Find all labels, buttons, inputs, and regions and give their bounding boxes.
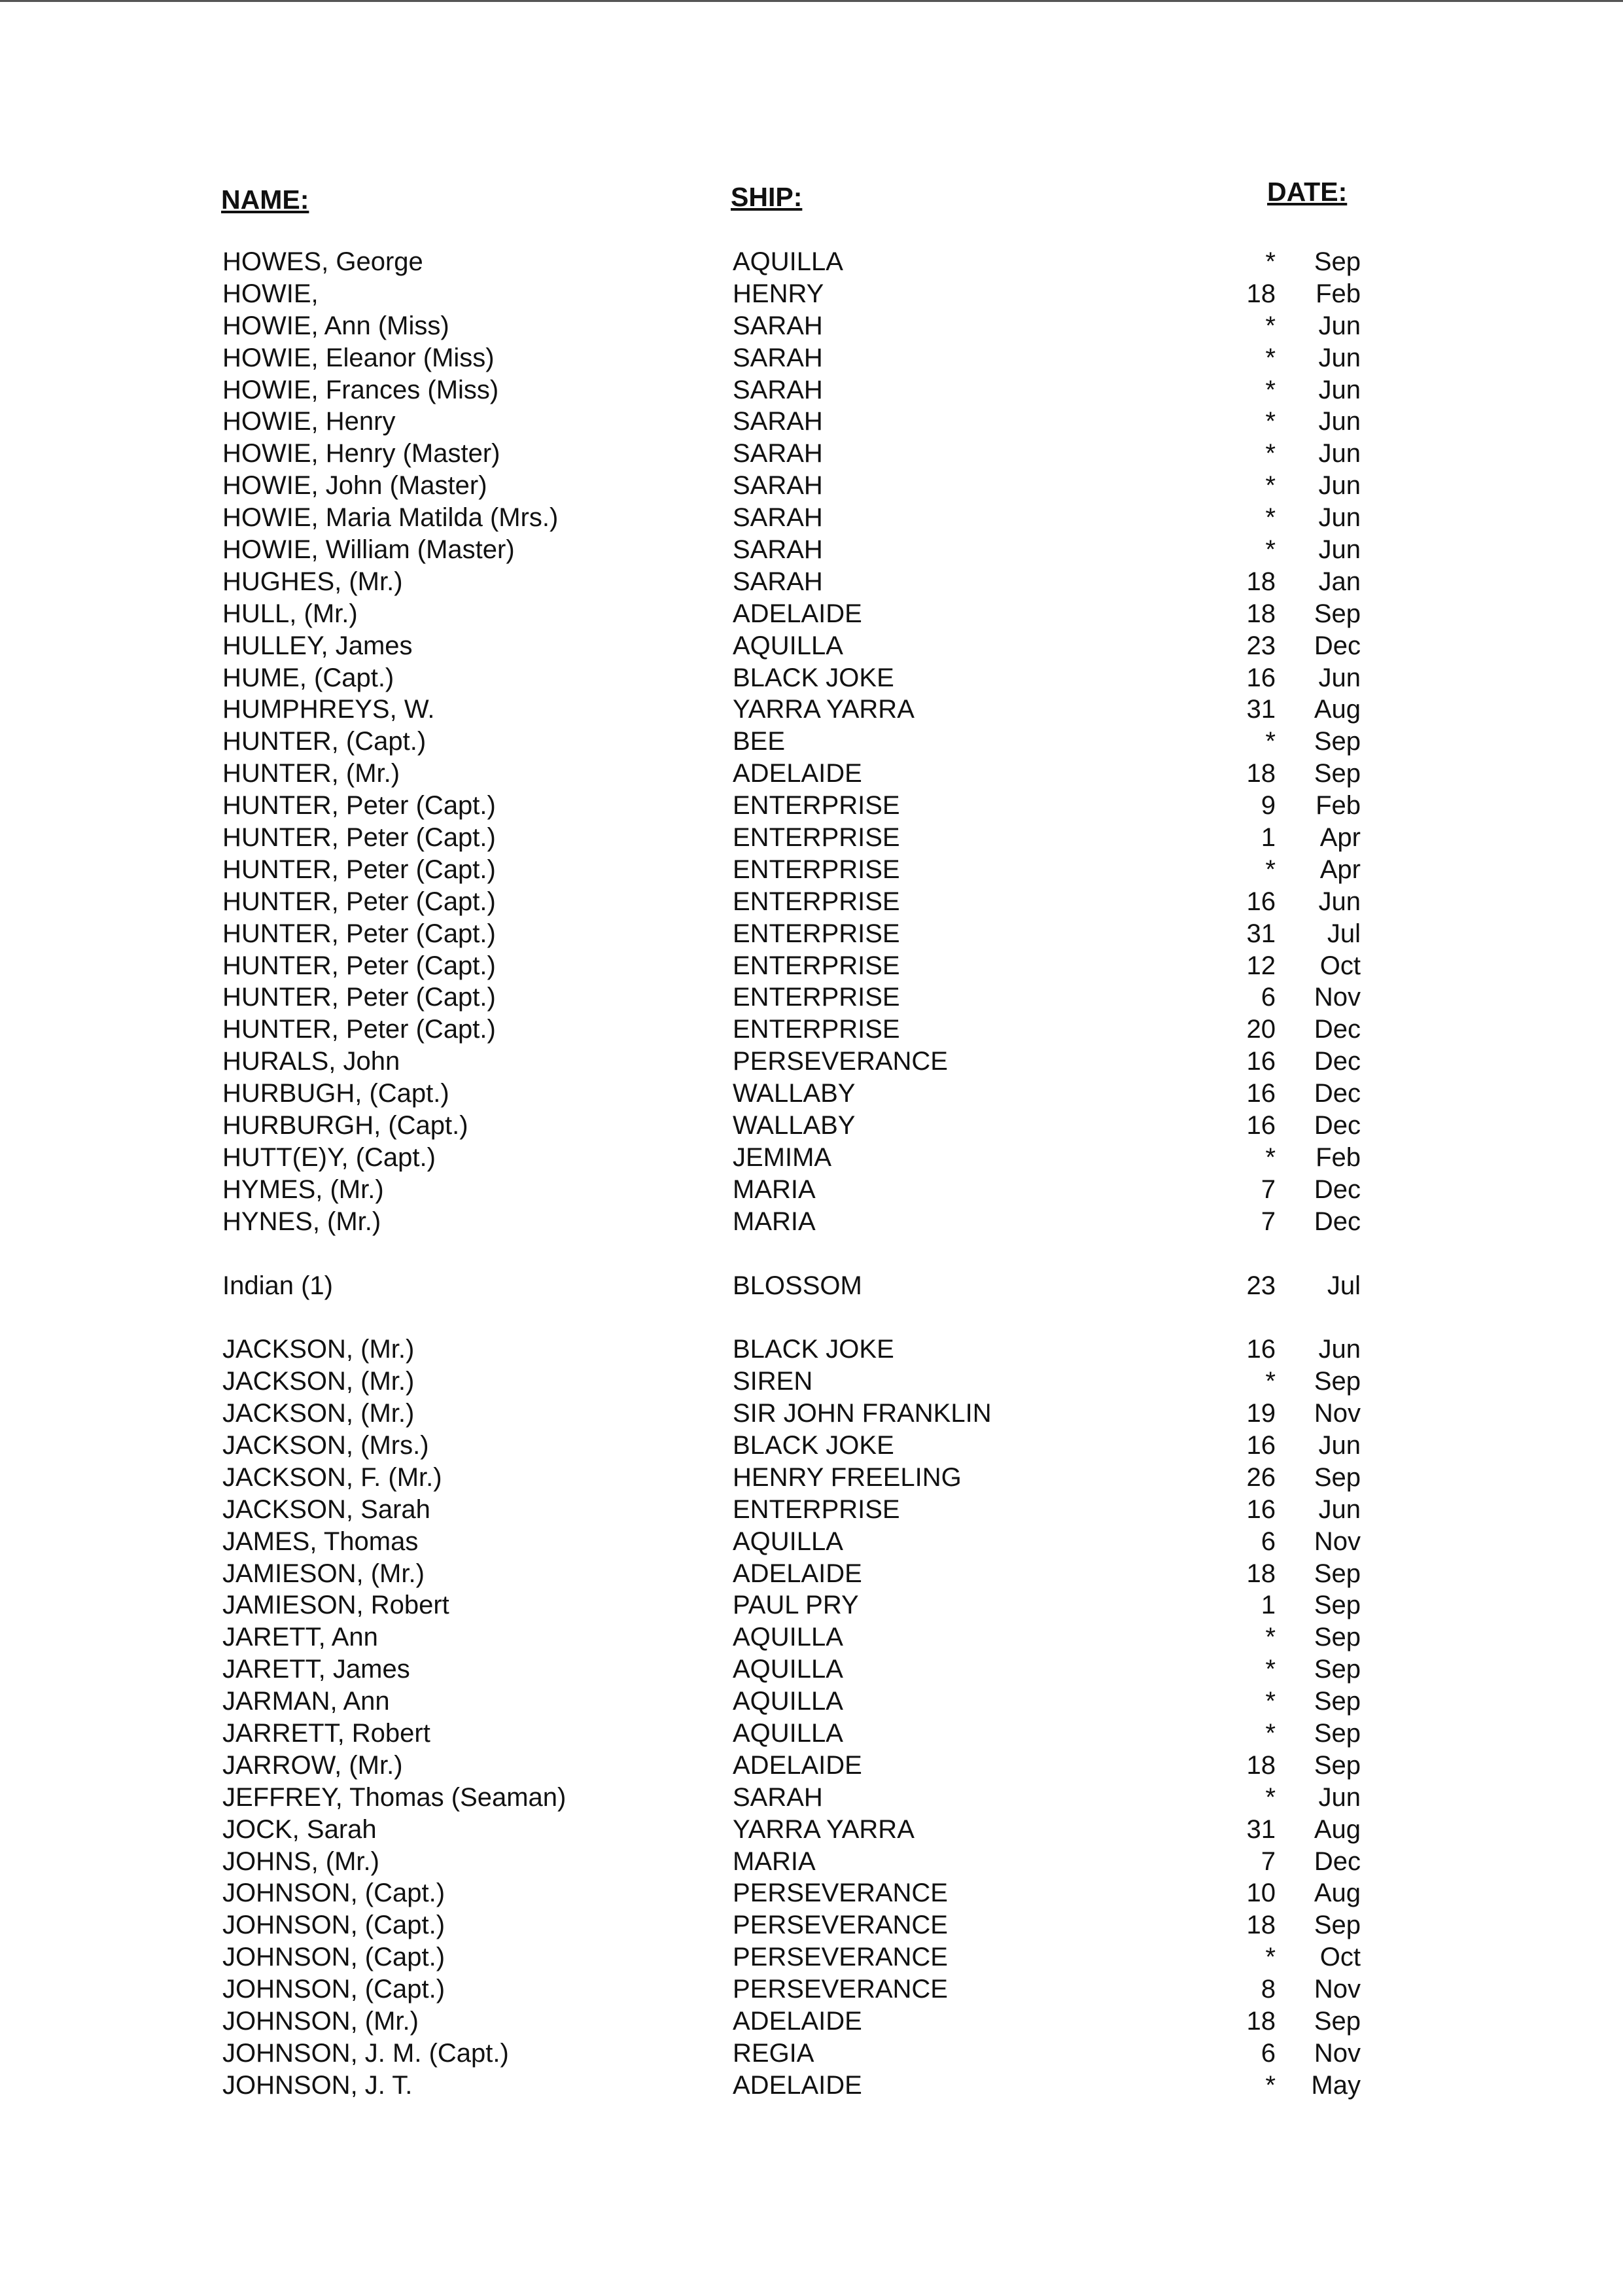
- row-day: *: [1265, 1718, 1276, 1748]
- row-name: HOWIE, Eleanor (Miss): [222, 343, 495, 372]
- list-row: [0, 1814, 1623, 1846]
- row-day: 6: [1261, 983, 1276, 1012]
- row-name: HOWES, George: [222, 247, 423, 276]
- row-day: 8: [1261, 1975, 1276, 2004]
- row-ship: ENTERPRISE: [733, 919, 900, 948]
- row-ship: PERSEVERANCE: [733, 1879, 948, 1908]
- list-row: [0, 1589, 1623, 1621]
- row-ship: AQUILLA: [733, 1623, 843, 1652]
- list-row: [0, 1686, 1623, 1718]
- row-ship: AQUILLA: [733, 1655, 843, 1684]
- row-ship: WALLABY: [733, 1111, 856, 1140]
- row-month: Nov: [1314, 2038, 1361, 2068]
- row-day: 20: [1246, 1015, 1276, 1044]
- row-name: HOWIE, Henry: [222, 407, 396, 436]
- list-row: [0, 1718, 1623, 1750]
- row-day: 18: [1246, 1559, 1276, 1588]
- row-month: Dec: [1314, 1079, 1361, 1108]
- row-month: Jun: [1318, 887, 1361, 916]
- row-name: JAMIESON, (Mr.): [222, 1559, 425, 1588]
- row-ship: ENTERPRISE: [733, 823, 900, 853]
- row-day: 31: [1246, 1814, 1276, 1844]
- list-row: [0, 246, 1623, 278]
- row-name: JACKSON, (Mr.): [222, 1399, 415, 1428]
- row-day: *: [1265, 311, 1276, 340]
- row-day: *: [1265, 727, 1276, 756]
- row-month: Jun: [1318, 1782, 1361, 1812]
- list-row: [0, 1078, 1623, 1110]
- row-name: HUNTER, (Mr.): [222, 759, 400, 788]
- row-month: Jun: [1318, 535, 1361, 565]
- row-name: HUTT(E)Y, (Capt.): [222, 1142, 436, 1172]
- list-row: [0, 1270, 1623, 1302]
- row-ship: ENTERPRISE: [733, 887, 900, 916]
- row-ship: SARAH: [733, 471, 823, 501]
- row-ship: SARAH: [733, 311, 823, 340]
- list-row: [0, 1366, 1623, 1398]
- list-row: [0, 1206, 1623, 1238]
- row-name: JARETT, James: [222, 1655, 410, 1684]
- row-ship: SARAH: [733, 503, 823, 533]
- list-row: [0, 1462, 1623, 1494]
- row-day: *: [1265, 1687, 1276, 1716]
- list-row: [0, 1621, 1623, 1653]
- list-row: [0, 566, 1623, 598]
- list-row: [0, 2038, 1623, 2070]
- row-month: Jun: [1318, 1494, 1361, 1524]
- row-day: 18: [1246, 1911, 1276, 1940]
- list-row: [0, 2005, 1623, 2038]
- row-day: 18: [1246, 279, 1276, 308]
- row-ship: YARRA YARRA: [733, 1814, 915, 1844]
- list-row: [0, 1142, 1623, 1174]
- row-name: HUNTER, Peter (Capt.): [222, 983, 496, 1012]
- row-month: Dec: [1314, 1047, 1361, 1076]
- row-month: Jan: [1318, 567, 1361, 596]
- list-row: [0, 950, 1623, 982]
- row-name: HUGHES, (Mr.): [222, 567, 403, 596]
- row-name: JEFFREY, Thomas (Seaman): [222, 1782, 567, 1812]
- row-month: Nov: [1314, 1399, 1361, 1428]
- row-name: JACKSON, (Mrs.): [222, 1430, 429, 1460]
- row-ship: ADELAIDE: [733, 759, 862, 788]
- list-row: [0, 1430, 1623, 1462]
- row-month: Jun: [1318, 1335, 1361, 1364]
- row-month: Sep: [1314, 599, 1361, 628]
- row-ship: SARAH: [733, 535, 823, 565]
- row-name: JOHNS, (Mr.): [222, 1846, 379, 1876]
- row-day: 7: [1261, 1846, 1276, 1876]
- row-month: Aug: [1314, 1814, 1361, 1844]
- row-month: Sep: [1314, 1750, 1361, 1780]
- row-day: *: [1265, 471, 1276, 501]
- row-day: 18: [1246, 599, 1276, 628]
- row-day: 6: [1261, 1527, 1276, 1556]
- row-month: Apr: [1319, 855, 1361, 884]
- row-ship: PAUL PRY: [733, 1591, 859, 1620]
- row-month: Sep: [1314, 1559, 1361, 1588]
- list-row: [0, 694, 1623, 726]
- list-row: [0, 758, 1623, 790]
- row-name: HURALS, John: [222, 1047, 400, 1076]
- row-name: HOWIE, William (Master): [222, 535, 515, 565]
- list-row: [0, 598, 1623, 630]
- row-name: JAMIESON, Robert: [222, 1591, 449, 1620]
- row-name: JOHNSON, (Capt.): [222, 1911, 445, 1940]
- list-row: [0, 2070, 1623, 2102]
- row-month: Jun: [1318, 471, 1361, 501]
- row-day: *: [1265, 535, 1276, 565]
- list-row: [0, 886, 1623, 918]
- row-name: HURBUGH, (Capt.): [222, 1079, 449, 1108]
- row-name: JACKSON, (Mr.): [222, 1335, 415, 1364]
- list-row: [0, 1333, 1623, 1366]
- row-day: *: [1265, 503, 1276, 533]
- row-name: HULL, (Mr.): [222, 599, 358, 628]
- row-month: Jun: [1318, 311, 1361, 340]
- row-ship: HENRY FREELING: [733, 1462, 962, 1492]
- row-day: *: [1265, 375, 1276, 404]
- row-name: HUNTER, (Capt.): [222, 727, 427, 756]
- row-name: JOHNSON, (Capt.): [222, 1943, 445, 1972]
- row-day: *: [1265, 1943, 1276, 1972]
- row-day: *: [1265, 1782, 1276, 1812]
- list-row: [0, 1846, 1623, 1878]
- list-row: [0, 1110, 1623, 1142]
- row-name: JOHNSON, (Mr.): [222, 2006, 419, 2036]
- row-month: Jul: [1327, 1271, 1361, 1300]
- row-month: Sep: [1314, 1911, 1361, 1940]
- row-name: Indian (1): [222, 1271, 333, 1300]
- row-day: 7: [1261, 1174, 1276, 1204]
- row-month: Dec: [1314, 1207, 1361, 1236]
- row-name: JARETT, Ann: [222, 1623, 378, 1652]
- row-name: HUNTER, Peter (Capt.): [222, 887, 496, 916]
- row-ship: PERSEVERANCE: [733, 1047, 948, 1076]
- list-row: [0, 726, 1623, 758]
- list-row: [0, 822, 1623, 854]
- row-day: 16: [1246, 1494, 1276, 1524]
- row-month: Dec: [1314, 631, 1361, 660]
- row-name: HOWIE, Maria Matilda (Mrs.): [222, 503, 559, 533]
- row-name: JARMAN, Ann: [222, 1687, 390, 1716]
- row-ship: ENTERPRISE: [733, 855, 900, 884]
- row-month: Jun: [1318, 1430, 1361, 1460]
- row-name: HOWIE, Frances (Miss): [222, 375, 499, 404]
- row-month: Jun: [1318, 343, 1361, 372]
- row-day: 10: [1246, 1879, 1276, 1908]
- row-ship: REGIA: [733, 2038, 814, 2068]
- row-ship: SARAH: [733, 407, 823, 436]
- row-ship: BLACK JOKE: [733, 663, 894, 692]
- row-day: *: [1265, 2070, 1276, 2100]
- row-ship: MARIA: [733, 1846, 816, 1876]
- row-day: 16: [1246, 1047, 1276, 1076]
- row-month: Sep: [1314, 1591, 1361, 1620]
- list-row: [0, 1941, 1623, 1973]
- row-ship: MARIA: [733, 1207, 816, 1236]
- row-name: JOHNSON, (Capt.): [222, 1879, 445, 1908]
- row-month: Sep: [1314, 2006, 1361, 2036]
- row-day: *: [1265, 407, 1276, 436]
- row-ship: ENTERPRISE: [733, 951, 900, 980]
- row-ship: BEE: [733, 727, 786, 756]
- group-spacer: [0, 1301, 1623, 1333]
- row-name: HULLEY, James: [222, 631, 413, 660]
- row-day: 16: [1246, 1430, 1276, 1460]
- row-day: 7: [1261, 1207, 1276, 1236]
- row-month: Sep: [1314, 1462, 1361, 1492]
- row-ship: AQUILLA: [733, 1687, 843, 1716]
- list-row: [0, 1750, 1623, 1782]
- row-day: *: [1265, 1655, 1276, 1684]
- row-ship: SARAH: [733, 343, 823, 372]
- row-name: HUNTER, Peter (Capt.): [222, 791, 496, 821]
- row-month: Jun: [1318, 503, 1361, 533]
- row-name: JARRETT, Robert: [222, 1718, 430, 1748]
- row-month: Aug: [1314, 1879, 1361, 1908]
- row-name: JARROW, (Mr.): [222, 1750, 403, 1780]
- row-day: 12: [1246, 951, 1276, 980]
- row-month: Sep: [1314, 759, 1361, 788]
- row-ship: YARRA YARRA: [733, 695, 915, 724]
- list-row: [0, 502, 1623, 534]
- row-name: JOHNSON, (Capt.): [222, 1975, 445, 2004]
- row-name: HUME, (Capt.): [222, 663, 394, 692]
- list-row: [0, 1494, 1623, 1526]
- row-ship: PERSEVERANCE: [733, 1943, 948, 1972]
- row-month: Nov: [1314, 983, 1361, 1012]
- row-month: Sep: [1314, 1718, 1361, 1748]
- list-row: [0, 1973, 1623, 2005]
- row-month: Jun: [1318, 439, 1361, 468]
- row-ship: ENTERPRISE: [733, 1015, 900, 1044]
- row-name: HUNTER, Peter (Capt.): [222, 855, 496, 884]
- list-row: [0, 1877, 1623, 1909]
- row-ship: ENTERPRISE: [733, 1494, 900, 1524]
- list-row: [0, 1046, 1623, 1078]
- row-name: JACKSON, F. (Mr.): [222, 1462, 442, 1492]
- row-day: 31: [1246, 695, 1276, 724]
- row-name: HUNTER, Peter (Capt.): [222, 951, 496, 980]
- row-name: HOWIE, John (Master): [222, 471, 487, 501]
- row-day: *: [1265, 247, 1276, 276]
- row-month: Dec: [1314, 1015, 1361, 1044]
- list-row: [0, 438, 1623, 470]
- row-name: JACKSON, Sarah: [222, 1494, 430, 1524]
- row-month: Jul: [1327, 919, 1361, 948]
- row-month: Sep: [1314, 1687, 1361, 1716]
- group-spacer: [0, 1238, 1623, 1270]
- row-ship: SARAH: [733, 567, 823, 596]
- row-ship: ADELAIDE: [733, 599, 862, 628]
- row-month: Apr: [1319, 823, 1361, 853]
- row-name: HUNTER, Peter (Capt.): [222, 1015, 496, 1044]
- row-day: 19: [1246, 1399, 1276, 1428]
- list-row: [0, 1526, 1623, 1558]
- row-month: Sep: [1314, 1623, 1361, 1652]
- row-name: JOHNSON, J. T.: [222, 2070, 413, 2100]
- list-row: [0, 342, 1623, 374]
- row-day: 1: [1261, 1591, 1276, 1620]
- row-ship: ADELAIDE: [733, 2070, 862, 2100]
- row-month: May: [1311, 2070, 1361, 2100]
- row-ship: AQUILLA: [733, 1527, 843, 1556]
- list-row: [0, 406, 1623, 438]
- row-day: 18: [1246, 567, 1276, 596]
- row-month: Sep: [1314, 1655, 1361, 1684]
- row-ship: ADELAIDE: [733, 1750, 862, 1780]
- column-headers: [0, 177, 1623, 216]
- row-ship: SARAH: [733, 1782, 823, 1812]
- row-name: HOWIE,: [222, 279, 319, 308]
- row-day: *: [1265, 439, 1276, 468]
- row-month: Sep: [1314, 247, 1361, 276]
- row-ship: PERSEVERANCE: [733, 1975, 948, 2004]
- list-row: [0, 374, 1623, 406]
- row-name: HUNTER, Peter (Capt.): [222, 823, 496, 853]
- row-ship: BLACK JOKE: [733, 1335, 894, 1364]
- row-ship: ADELAIDE: [733, 1559, 862, 1588]
- row-name: HYMES, (Mr.): [222, 1174, 384, 1204]
- row-day: 16: [1246, 887, 1276, 916]
- row-day: 18: [1246, 759, 1276, 788]
- row-day: 1: [1261, 823, 1276, 853]
- row-month: Dec: [1314, 1846, 1361, 1876]
- row-name: HYNES, (Mr.): [222, 1207, 381, 1236]
- row-ship: WALLABY: [733, 1079, 856, 1108]
- row-ship: SARAH: [733, 439, 823, 468]
- list-row: [0, 918, 1623, 950]
- list-row: [0, 1014, 1623, 1046]
- list-row: [0, 981, 1623, 1014]
- row-ship: ADELAIDE: [733, 2006, 862, 2036]
- list-row: [0, 790, 1623, 822]
- row-month: Oct: [1319, 951, 1361, 980]
- row-ship: BLACK JOKE: [733, 1430, 894, 1460]
- list-row: [0, 1909, 1623, 1941]
- row-month: Sep: [1314, 1367, 1361, 1396]
- row-month: Nov: [1314, 1975, 1361, 2004]
- row-day: *: [1265, 343, 1276, 372]
- list-row: [0, 470, 1623, 502]
- row-month: Aug: [1314, 695, 1361, 724]
- row-month: Feb: [1316, 1142, 1361, 1172]
- list-row: [0, 1782, 1623, 1814]
- row-ship: SARAH: [733, 375, 823, 404]
- row-day: *: [1265, 1623, 1276, 1652]
- list-row: [0, 310, 1623, 342]
- row-ship: SIR JOHN FRANKLIN: [733, 1399, 992, 1428]
- list-row: [0, 278, 1623, 310]
- row-name: HOWIE, Ann (Miss): [222, 311, 449, 340]
- row-ship: BLOSSOM: [733, 1271, 862, 1300]
- row-day: 18: [1246, 2006, 1276, 2036]
- list-row: [0, 534, 1623, 566]
- row-month: Jun: [1318, 407, 1361, 436]
- row-name: HOWIE, Henry (Master): [222, 439, 500, 468]
- row-name: HUMPHREYS, W.: [222, 695, 435, 724]
- row-month: Jun: [1318, 663, 1361, 692]
- row-name: HUNTER, Peter (Capt.): [222, 919, 496, 948]
- row-day: 31: [1246, 919, 1276, 948]
- row-ship: SIREN: [733, 1367, 813, 1396]
- list-row: [0, 630, 1623, 662]
- row-name: HURBURGH, (Capt.): [222, 1111, 468, 1140]
- row-day: 6: [1261, 2038, 1276, 2068]
- row-month: Sep: [1314, 727, 1361, 756]
- row-ship: HENRY: [733, 279, 824, 308]
- row-day: 23: [1246, 631, 1276, 660]
- row-ship: JEMIMA: [733, 1142, 832, 1172]
- list-row: [0, 1558, 1623, 1590]
- row-month: Jun: [1318, 375, 1361, 404]
- row-ship: ENTERPRISE: [733, 983, 900, 1012]
- list-row: [0, 1174, 1623, 1206]
- row-ship: PERSEVERANCE: [733, 1911, 948, 1940]
- row-day: *: [1265, 1142, 1276, 1172]
- row-month: Feb: [1316, 791, 1361, 821]
- row-day: 16: [1246, 663, 1276, 692]
- row-month: Oct: [1319, 1943, 1361, 1972]
- list-row: [0, 1653, 1623, 1686]
- header-name: NAME:: [221, 185, 309, 215]
- row-name: JAMES, Thomas: [222, 1527, 419, 1556]
- row-month: Dec: [1314, 1174, 1361, 1204]
- row-ship: AQUILLA: [733, 631, 843, 660]
- row-day: 18: [1246, 1750, 1276, 1780]
- row-day: 23: [1246, 1271, 1276, 1300]
- row-ship: AQUILLA: [733, 1718, 843, 1748]
- list-row: [0, 1398, 1623, 1430]
- row-day: *: [1265, 1367, 1276, 1396]
- row-day: 16: [1246, 1111, 1276, 1140]
- row-name: JOCK, Sarah: [222, 1814, 377, 1844]
- row-ship: ENTERPRISE: [733, 791, 900, 821]
- header-date: DATE:: [1267, 177, 1348, 207]
- header-ship: SHIP:: [731, 182, 803, 212]
- row-month: Nov: [1314, 1527, 1361, 1556]
- row-day: *: [1265, 855, 1276, 884]
- row-name: JACKSON, (Mr.): [222, 1367, 415, 1396]
- row-day: 9: [1261, 791, 1276, 821]
- row-name: JOHNSON, J. M. (Capt.): [222, 2038, 509, 2068]
- row-day: 16: [1246, 1335, 1276, 1364]
- row-day: 26: [1246, 1462, 1276, 1492]
- passenger-list: [0, 246, 1623, 2102]
- list-row: [0, 662, 1623, 694]
- row-month: Feb: [1316, 279, 1361, 308]
- row-ship: AQUILLA: [733, 247, 843, 276]
- row-ship: MARIA: [733, 1174, 816, 1204]
- row-month: Dec: [1314, 1111, 1361, 1140]
- list-row: [0, 854, 1623, 886]
- row-day: 16: [1246, 1079, 1276, 1108]
